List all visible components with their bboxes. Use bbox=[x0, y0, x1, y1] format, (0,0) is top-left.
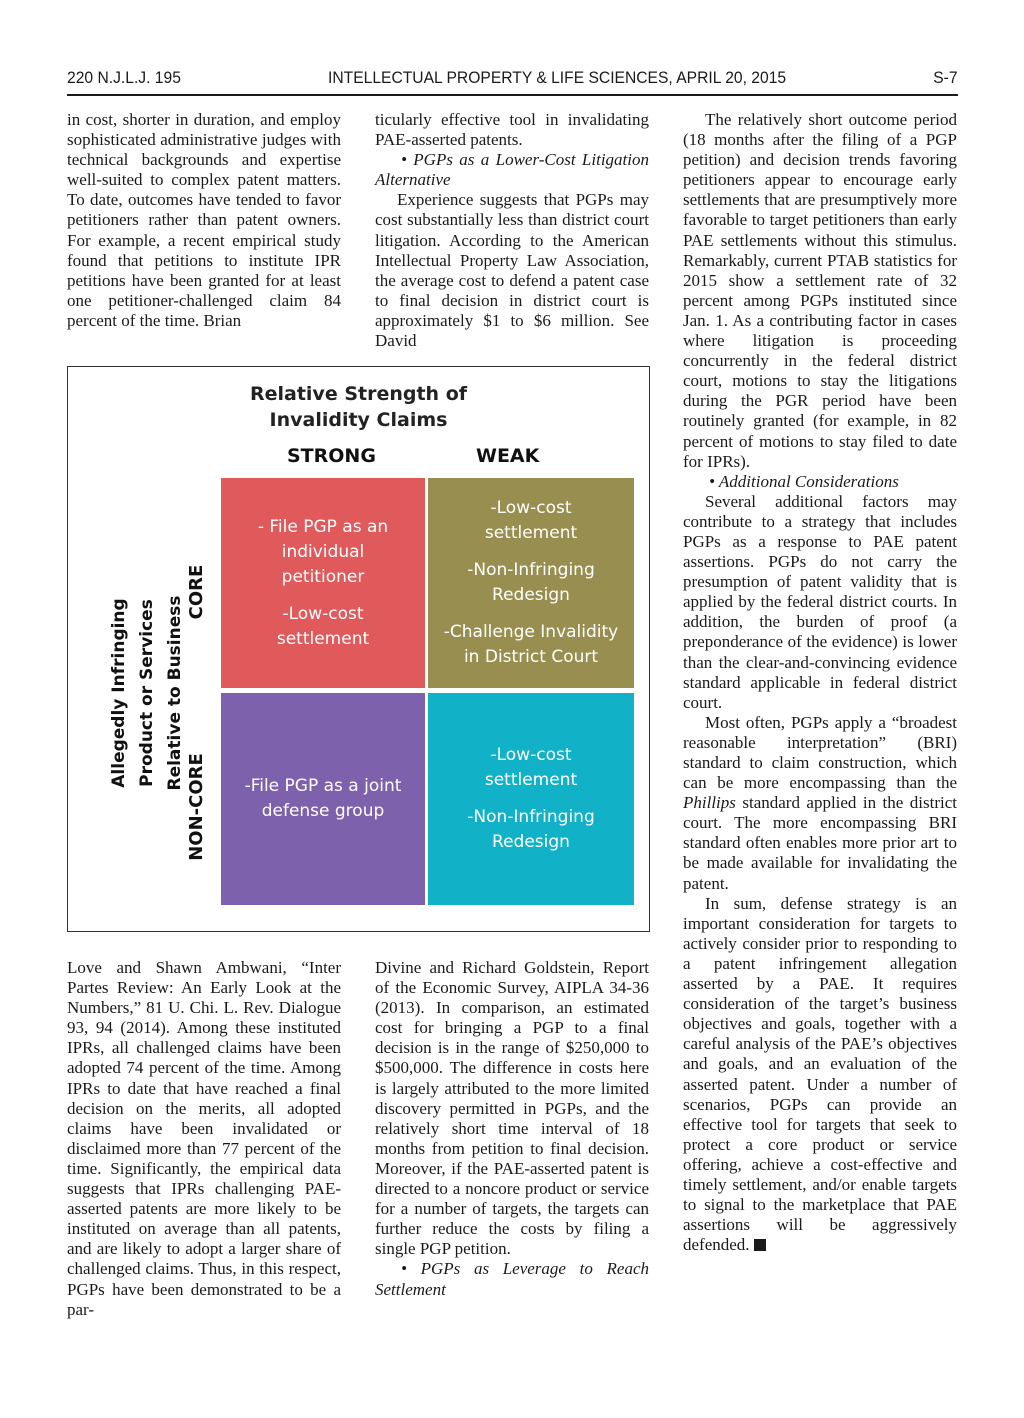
end-of-article-mark bbox=[754, 1239, 766, 1251]
header-rule bbox=[67, 94, 958, 96]
header-section: INTELLECTUAL PROPERTY & LIFE SCIENCES, APRIL 20, 2015 bbox=[328, 68, 787, 87]
row-label-core: CORE bbox=[186, 564, 207, 620]
quadrant-core-strong bbox=[221, 478, 425, 688]
column-1-paragraph: in cost, shorter in duration, and employ sophisticated administrative judges with technical backgrounds and expertise well-suited to complex patent matters. To date, outcomes have tended to favor petitioners rather than patent owners. For example, a recent empirical study found that petitions to institute IPR petitions have been granted for at least one petitioner-challenged claim 84 percent of the time. Brian bbox=[67, 110, 341, 330]
subhead-additional-considerations: • Additional Considerations bbox=[709, 471, 899, 491]
column-2-top bbox=[375, 110, 649, 351]
subhead-lower-cost: • PGPs as a Lower-Cost Litigation Alternative bbox=[375, 150, 649, 190]
column-3 bbox=[683, 110, 957, 1255]
quadrant-core-weak bbox=[428, 478, 634, 688]
quadrant-item: -Challenge Invalidity in District Court bbox=[443, 622, 619, 667]
column-2-bottom-paragraph: Divine and Richard Goldstein, Report of the Economic Survey, AIPLA 34-36 (2013). In comparison, an estimated cost for bringing a PGP to a final decision is in the range of $250,000 to $500,000. The difference in costs here is largely attributed to the more limited discovery permitted in PGPs, and the relatively short time interval of 18 months from petition to final decision. Moreover, if the PAE-asserted patent is directed to a noncore product or service for a number of targets, the targets can further reduce the costs by filing a single PGP petition. bbox=[375, 958, 649, 1259]
column-2-intro: ticularly effective tool in invalidating PAE-asserted patents. bbox=[375, 110, 649, 150]
column-3-paragraph-1: The relatively short outcome period (18 months after the filing of a PGP petition) and decision trends favoring petitioners appear to encourage early settlements that are presumptively more favorable to target petitioners than early PAE settlements without this stimulus. Remarkably, current PTAB statistics for 2015 show a settlement rate of 32 percent among PGPs instituted since Jan. 1. As a contributing factor in cases where litigation is proceeding concurrently in the federal district court, motions to stay the litigations during the PGR period have been routinely granted (for example, in 82 percent of motions to stay filed to date for IPRs). bbox=[683, 110, 957, 471]
column-3-paragraph-4 bbox=[683, 894, 957, 1256]
column-1-bottom bbox=[67, 958, 341, 1320]
column-1-bottom-paragraph: Love and Shawn Ambwani, “Inter Partes Review: An Early Look at the Numbers,” 81 U. Chi. L. Rev. Dialogue 93, 94 (2014). Among these instituted IPRs, all challenged claims have been adopted 74 percent of the time. Among IPRs to date that have reached a final decision on the merits, all adopted claims have been invalidated or disclaimed more than 77 percent of the time. Significantly, the empirical data suggests that IPRs challenging PAE-asserted patents are more likely to be instituted on average than all patents, and are likely to adopt a larger share of challenged claims. Thus, in this respect, PGPs have been demonstrated to be a par- bbox=[67, 958, 341, 1319]
bri-text-after: standard applied in the district court. The more encompassing BRI standard often enables more prior art to be made available for invalidating the patent. bbox=[683, 793, 957, 893]
running-header bbox=[67, 64, 958, 92]
phillips-case-name: Phillips bbox=[683, 793, 736, 813]
quadrant-noncore-strong bbox=[221, 693, 425, 905]
quadrant-item: -Low-cost settlement bbox=[484, 745, 578, 790]
quadrant-noncore-weak bbox=[428, 693, 634, 905]
y-axis-line-2: Product or Services bbox=[137, 599, 157, 787]
column-1-top bbox=[67, 110, 341, 331]
column-2-bottom bbox=[375, 958, 649, 1300]
y-axis-line-3: Relative to Business bbox=[165, 595, 185, 791]
column-2-paragraph: Experience suggests that PGPs may cost substantially less than district court litigation. According to the American Intellectual Property Law Association, the average cost to defend a patent case to final decision in district court is approximately $1 to $6 million. See David bbox=[375, 190, 649, 351]
header-citation: 220 N.J.L.J. 195 bbox=[67, 68, 181, 87]
bri-text-before: Most often, PGPs apply a “broadest reasonable interpretation” (BRI) standard to claim construction, which can be more encompassing than the bbox=[683, 712, 957, 793]
column-header-weak: WEAK bbox=[476, 445, 540, 467]
header-page-number: S-7 bbox=[933, 68, 958, 87]
figure-title bbox=[68, 381, 649, 433]
column-header-strong: STRONG bbox=[287, 445, 376, 467]
figure-title-line-1: Relative Strength of bbox=[249, 383, 468, 405]
y-axis-label bbox=[105, 573, 191, 813]
quadrant-item: -Low-cost settlement bbox=[276, 603, 370, 649]
quadrant-item: -Non-Infringing Redesign bbox=[467, 807, 595, 852]
quadrant-item: - File PGP as an individual petitioner bbox=[257, 516, 389, 587]
quadrant-item: -Low-cost settlement bbox=[484, 498, 578, 543]
quadrant-item: -Non-Infringing Redesign bbox=[467, 560, 595, 605]
quadrant-item: -File PGP as a joint defense group bbox=[244, 776, 402, 821]
column-3-paragraph-2: Several additional factors may contribute to a strategy that includes PGPs as a response to PAE patent assertions. PGPs do not carry the presumption of patent validity that is applied by the federal district courts. In addition, the burden of proof (a preponderance of the evidence) is lower than the clear-and-convincing evidence standard applicable in federal district court. bbox=[683, 491, 957, 712]
y-axis-line-1: Allegedly Infringing bbox=[109, 598, 129, 788]
subhead-leverage-settlement: • PGPs as Leverage to Reach Settlement bbox=[375, 1259, 649, 1299]
column-3-paragraph-3 bbox=[683, 713, 957, 894]
figure-title-line-2: Invalidity Claims bbox=[269, 409, 448, 431]
conclusion-text: In sum, defense strategy is an important consideration for targets to actively consider prior to responding to a patent infringement allegation asserted by a PAE. It requires consideration of the target’s business objectives and goals, together with a careful analysis of the PAE’s objectives and goals, and an evaluation of the asserted patent. Under a number of scenarios, PGPs can provide an effective tool for targets that seek to protect a core product or service offering, achieve a cost-effective and timely settlement, and/or enable targets to signal to the marketplace that PAE assertions will be aggressively defended. bbox=[683, 893, 957, 1255]
row-label-noncore: NON-CORE bbox=[186, 753, 207, 861]
strategy-matrix-figure bbox=[67, 366, 650, 932]
